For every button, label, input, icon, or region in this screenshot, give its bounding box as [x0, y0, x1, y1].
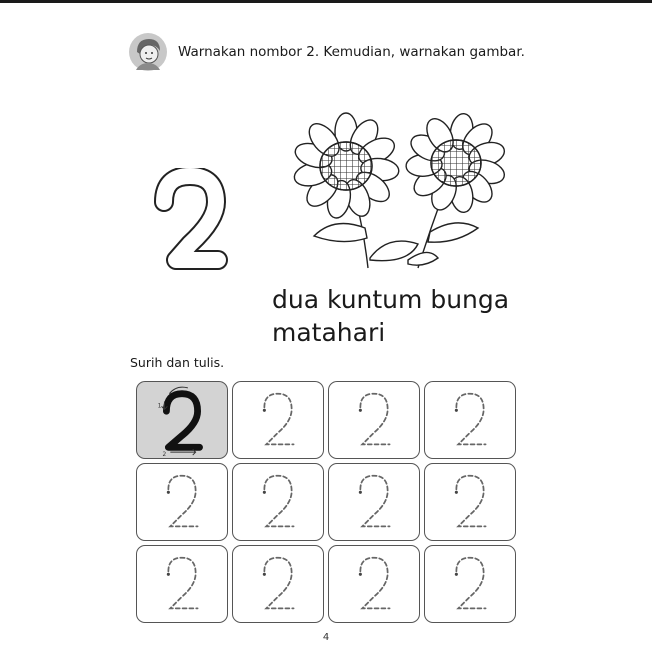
start-dot — [263, 409, 266, 412]
stroke-label-1: 1 — [157, 403, 162, 410]
start-dot — [359, 573, 362, 576]
girl-avatar-icon — [128, 32, 168, 72]
start-dot — [167, 491, 170, 494]
trace-cell[interactable] — [328, 463, 420, 541]
dashed-numeral-two — [233, 464, 323, 540]
dashed-numeral-two — [425, 382, 515, 458]
dashed-numeral-two — [137, 464, 227, 540]
trace-cell[interactable] — [328, 381, 420, 459]
trace-cell[interactable] — [232, 463, 324, 541]
top-border — [0, 0, 652, 3]
start-dot — [359, 409, 362, 412]
trace-cell[interactable] — [232, 381, 324, 459]
page-number: 4 — [322, 632, 330, 643]
start-dot — [455, 491, 458, 494]
dashed-numeral-two — [233, 546, 323, 622]
dashed-numeral-two — [329, 546, 419, 622]
trace-cell[interactable] — [424, 545, 516, 623]
trace-cell[interactable] — [424, 463, 516, 541]
dashed-numeral-two — [329, 464, 419, 540]
tracing-grid — [136, 381, 518, 625]
start-dot — [455, 409, 458, 412]
dashed-numeral-two — [233, 382, 323, 458]
stroke-label-2: 2 — [162, 452, 167, 458]
instruction-row — [128, 30, 525, 74]
outlined-numeral-two — [150, 168, 230, 278]
example-numeral-two — [137, 382, 227, 458]
start-dot — [263, 491, 266, 494]
lesson-caption: dua kuntum bunga matahari — [272, 285, 510, 347]
trace-cell[interactable] — [232, 545, 324, 623]
trace-cell[interactable] — [424, 381, 516, 459]
start-dot — [263, 573, 266, 576]
trace-cell[interactable] — [136, 545, 228, 623]
sunflowers-illustration — [268, 108, 523, 283]
dashed-numeral-two — [137, 546, 227, 622]
start-dot — [359, 491, 362, 494]
trace-cell[interactable] — [328, 545, 420, 623]
dashed-numeral-two — [425, 464, 515, 540]
trace-instruction: Surih dan tulis. — [130, 355, 225, 370]
dashed-numeral-two — [329, 382, 419, 458]
example-cell — [136, 381, 228, 459]
dashed-numeral-two — [425, 546, 515, 622]
trace-cell[interactable] — [136, 463, 228, 541]
start-dot — [455, 573, 458, 576]
start-dot — [167, 573, 170, 576]
instruction-text: Warnakan nombor 2. Kemudian, warnakan gambar. — [178, 44, 525, 60]
